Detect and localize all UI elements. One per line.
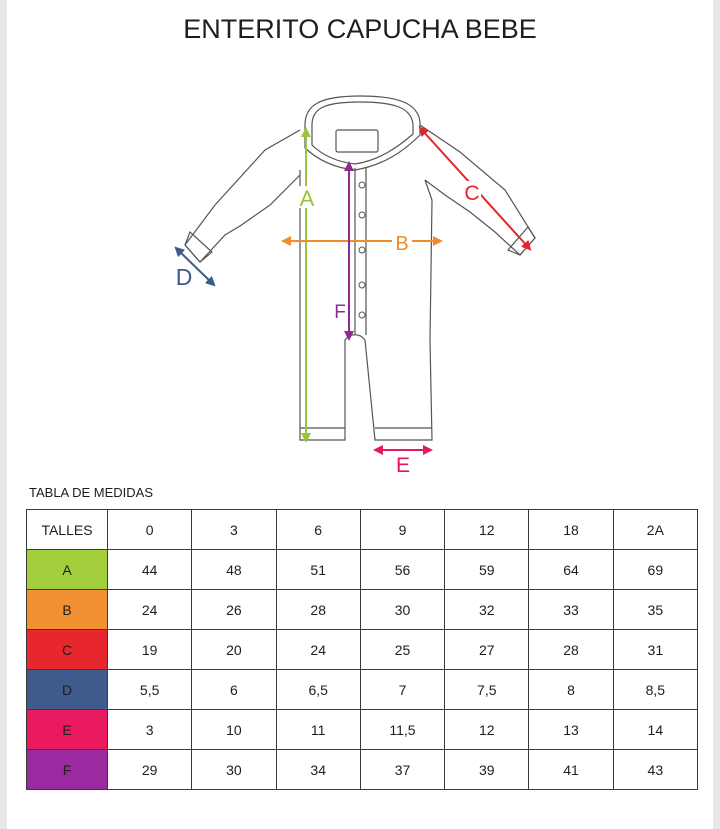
table-row	[27, 630, 698, 670]
table-cell: 33	[529, 590, 613, 630]
table-header-row	[27, 510, 698, 550]
table-cell: 5,5	[108, 670, 192, 710]
table-cell: 29	[108, 750, 192, 790]
table-row	[27, 710, 698, 750]
label-c: C	[464, 182, 480, 205]
table-cell: 32	[445, 590, 529, 630]
table-cell: 39	[445, 750, 529, 790]
table-cell: 24	[108, 590, 192, 630]
row-label-f: F	[27, 750, 108, 790]
header-size: 18	[529, 510, 613, 550]
table-cell: 35	[613, 590, 697, 630]
table-cell: 28	[529, 630, 613, 670]
table-row	[27, 670, 698, 710]
table-cell: 51	[276, 550, 360, 590]
table-cell: 28	[276, 590, 360, 630]
table-cell: 27	[445, 630, 529, 670]
table-cell: 41	[529, 750, 613, 790]
table-cell: 13	[529, 710, 613, 750]
table-cell: 48	[192, 550, 276, 590]
table-cell: 8,5	[613, 670, 697, 710]
table-caption: TABLA DE MEDIDAS	[29, 485, 154, 500]
table-cell: 64	[529, 550, 613, 590]
table-cell: 37	[360, 750, 444, 790]
table-cell: 69	[613, 550, 697, 590]
label-a: A	[299, 186, 315, 211]
table-cell: 43	[613, 750, 697, 790]
snap-buttons	[359, 182, 365, 318]
header-size: 3	[192, 510, 276, 550]
table-cell: 3	[108, 710, 192, 750]
page-title: ENTERITO CAPUCHA BEBE	[183, 14, 537, 44]
table-row	[27, 750, 698, 790]
size-chart-table	[26, 509, 698, 790]
table-cell: 19	[108, 630, 192, 670]
row-label-a: A	[27, 550, 108, 590]
table-cell: 59	[445, 550, 529, 590]
table-cell: 30	[360, 590, 444, 630]
table-cell: 14	[613, 710, 697, 750]
table-cell: 25	[360, 630, 444, 670]
table-cell: 44	[108, 550, 192, 590]
table-cell: 20	[192, 630, 276, 670]
table-cell: 8	[529, 670, 613, 710]
label-f: F	[334, 302, 346, 323]
row-label-d: D	[27, 670, 108, 710]
table-cell: 24	[276, 630, 360, 670]
table-cell: 11	[276, 710, 360, 750]
label-b: B	[395, 233, 409, 255]
table-cell: 30	[192, 750, 276, 790]
header-size: 6	[276, 510, 360, 550]
header-size: 12	[445, 510, 529, 550]
table-row	[27, 550, 698, 590]
row-label-e: E	[27, 710, 108, 750]
header-size: 0	[108, 510, 192, 550]
table-cell: 12	[445, 710, 529, 750]
garment-outline	[185, 96, 535, 440]
table-cell: 34	[276, 750, 360, 790]
row-label-c: C	[27, 630, 108, 670]
table-cell: 7	[360, 670, 444, 710]
table-cell: 26	[192, 590, 276, 630]
table-cell: 11,5	[360, 710, 444, 750]
table-cell: 6,5	[276, 670, 360, 710]
label-d: D	[175, 264, 193, 290]
table-cell: 7,5	[445, 670, 529, 710]
header-size: 2A	[613, 510, 697, 550]
table-cell: 31	[613, 630, 697, 670]
table-cell: 6	[192, 670, 276, 710]
header-size: 9	[360, 510, 444, 550]
header-talles: TALLES	[27, 510, 108, 550]
table-row	[27, 590, 698, 630]
table-cell: 10	[192, 710, 276, 750]
label-e: E	[395, 454, 411, 477]
row-label-b: B	[27, 590, 108, 630]
table-cell: 56	[360, 550, 444, 590]
